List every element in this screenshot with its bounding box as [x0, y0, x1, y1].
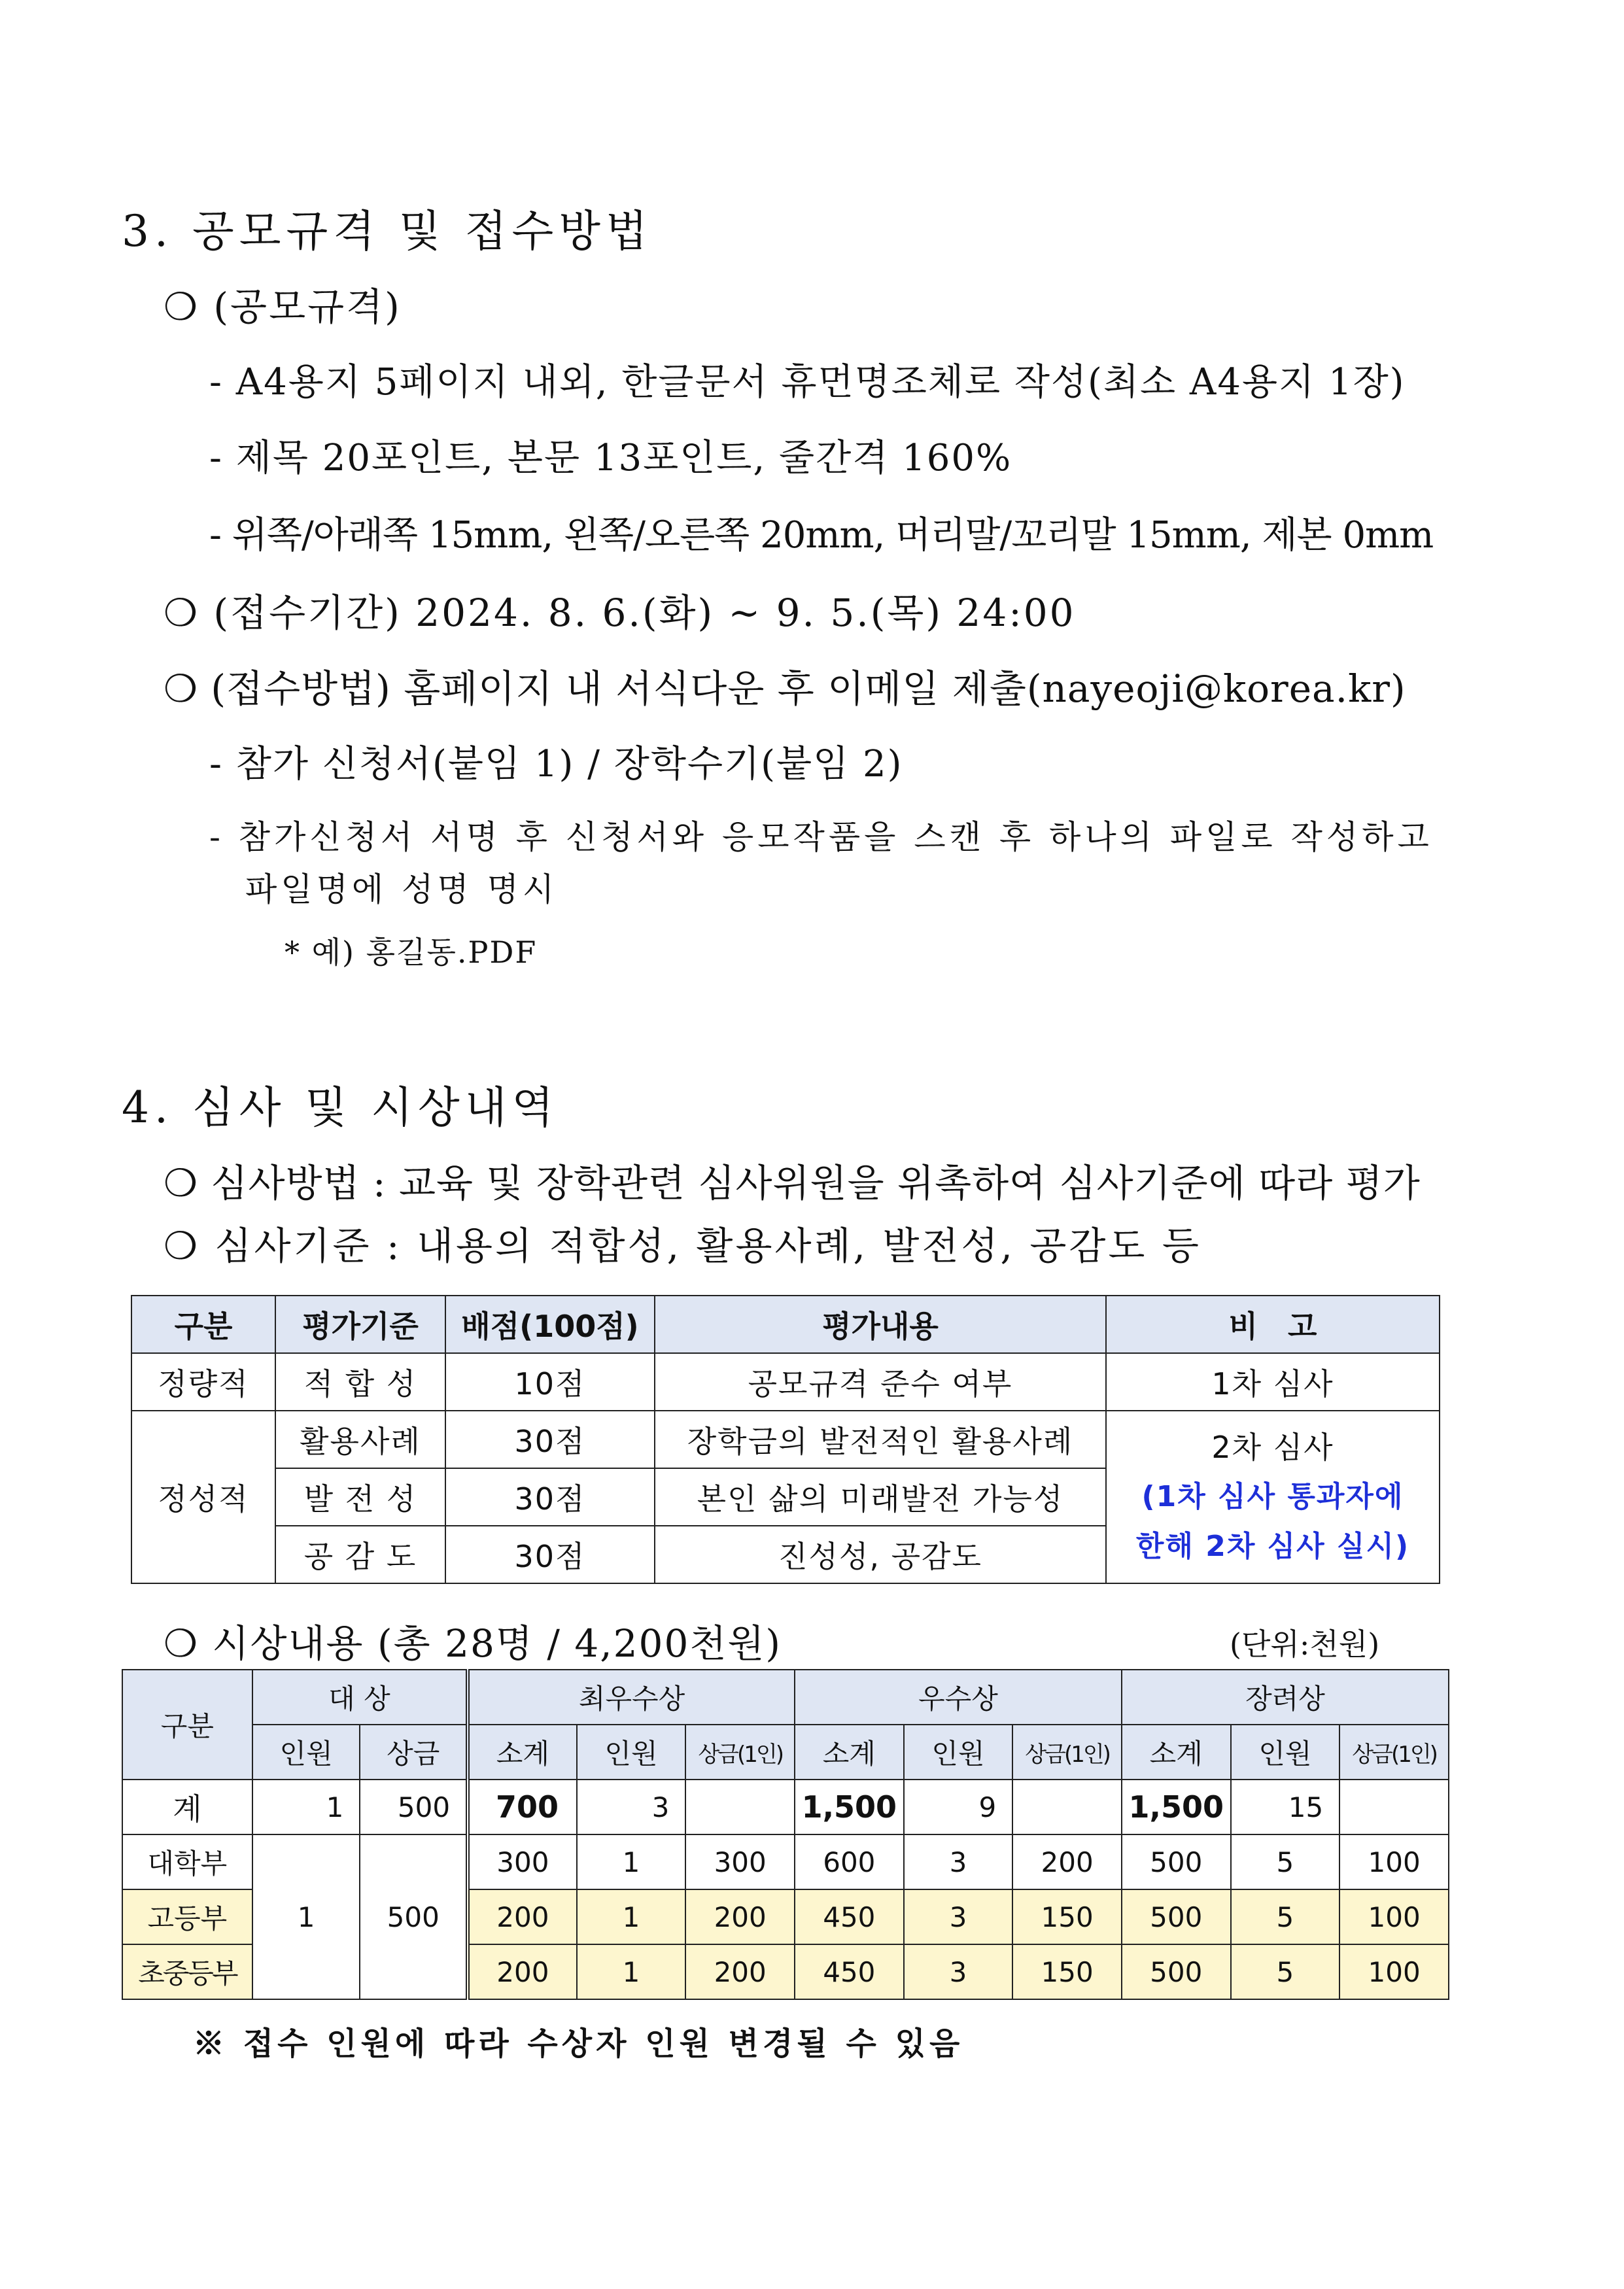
score-cell: 10점 [445, 1353, 655, 1411]
criterion-cell: 적 합 성 [275, 1353, 445, 1411]
footnote: ※ 접수 인원에 따라 수상자 인원 변경될 수 있음 [193, 2025, 964, 2062]
cell: 1 [577, 1944, 686, 1999]
header-cell: 장려상 [1122, 1670, 1449, 1725]
header-cell: 소계 [795, 1725, 904, 1780]
cell: 300 [468, 1834, 577, 1889]
cell: 1,500 [1122, 1780, 1231, 1834]
review-method: ❍ 심사방법 : 교육 및 장학관련 심사위원을 위촉하여 심사기준에 따라 평가 [164, 1161, 1421, 1205]
header-cell: 상금(1인) [1339, 1725, 1449, 1780]
header-cell: 소계 [1122, 1725, 1231, 1780]
review-criteria: ❍ 심사기준 : 내용의 적합성, 활용사례, 발전성, 공감도 등 [164, 1224, 1201, 1268]
cell: 200 [685, 1944, 795, 1999]
criterion-cell: 활용사례 [275, 1411, 445, 1468]
cell [1339, 1780, 1449, 1834]
section-3-title: 3. 공모규격 및 접수방법 [122, 206, 653, 256]
header-cell: 상금 [360, 1725, 468, 1780]
cell: 700 [468, 1780, 577, 1834]
example-note: * 예) 홍길동.PDF [285, 935, 538, 970]
cell: 100 [1339, 1889, 1449, 1944]
header-cell: 평가내용 [655, 1296, 1106, 1353]
cell: 100 [1339, 1834, 1449, 1889]
content-cell: 진성성, 공감도 [655, 1526, 1106, 1583]
cell: 200 [468, 1944, 577, 1999]
row-label: 대학부 [122, 1834, 252, 1889]
cell: 200 [468, 1889, 577, 1944]
cell: 150 [1012, 1944, 1122, 1999]
prize-table [122, 1669, 1449, 2000]
cell: 15 [1231, 1780, 1340, 1834]
cell: 9 [904, 1780, 1013, 1834]
header-cell: 구분 [122, 1670, 252, 1780]
note-cell: 1차 심사 [1106, 1353, 1440, 1411]
note-blue-text: (1차 심사 통과자에 [1141, 1480, 1404, 1513]
header-cell: 인원 [252, 1725, 360, 1780]
cell [685, 1780, 795, 1834]
cell: 500 [1122, 1834, 1231, 1889]
header-cell: 대 상 [252, 1670, 468, 1725]
cell: 1 [252, 1780, 360, 1834]
row-label: 초중등부 [122, 1944, 252, 1999]
table-row [122, 1834, 1449, 1889]
spec-item: - 제목 20포인트, 본문 13포인트, 줄간격 160% [209, 437, 1012, 479]
header-cell: 인원 [904, 1725, 1013, 1780]
header-cell: 인원 [577, 1725, 686, 1780]
cell: 5 [1231, 1889, 1340, 1944]
spec-bullet: ❍ (공모규격) [164, 284, 402, 329]
criterion-cell: 발 전 성 [275, 1468, 445, 1526]
cell: 450 [795, 1889, 904, 1944]
table-row [131, 1353, 1440, 1411]
cell: 1 [252, 1834, 360, 1999]
note-text: 2차 심사 [1211, 1430, 1334, 1465]
cell: 500 [360, 1780, 468, 1834]
score-cell: 30점 [445, 1526, 655, 1583]
cell: 100 [1339, 1944, 1449, 1999]
cell: 1 [577, 1834, 686, 1889]
cell: 5 [1231, 1944, 1340, 1999]
cell: 500 [360, 1834, 468, 1999]
method-item: - 참가신청서 서명 후 신청서와 응모작품을 스캔 후 하나의 파일로 작성하고 [209, 818, 1433, 856]
section-4-title: 4. 심사 및 시상내역 [122, 1082, 559, 1133]
score-cell: 30점 [445, 1411, 655, 1468]
score-cell: 30점 [445, 1468, 655, 1526]
header-cell: 상금(1인) [1012, 1725, 1122, 1780]
header-cell: 평가기준 [275, 1296, 445, 1353]
cell: 450 [795, 1944, 904, 1999]
cell: 300 [685, 1834, 795, 1889]
table-header-row [122, 1670, 1449, 1725]
cell: 150 [1012, 1889, 1122, 1944]
cell: 3 [904, 1944, 1013, 1999]
note-cell [1106, 1411, 1440, 1583]
criterion-cell: 공 감 도 [275, 1526, 445, 1583]
cell: 500 [1122, 1944, 1231, 1999]
note-blue-text: 한해 2차 심사 실시) [1135, 1530, 1410, 1563]
header-cell: 최우수상 [468, 1670, 795, 1725]
table-row [131, 1411, 1440, 1468]
content-cell: 공모규격 준수 여부 [655, 1353, 1106, 1411]
cell: 5 [1231, 1834, 1340, 1889]
header-cell: 구분 [131, 1296, 275, 1353]
cell: 600 [795, 1834, 904, 1889]
cell: 500 [1122, 1889, 1231, 1944]
spec-item: - 위쪽/아래쪽 15mm, 왼쪽/오른쪽 20mm, 머리말/꼬리말 15mm, 제본 0mm [209, 514, 1434, 557]
cell: 3 [904, 1889, 1013, 1944]
cell: 3 [904, 1834, 1013, 1889]
prize-title: ❍ 시상내용 (총 28명 / 4,200천원) [164, 1621, 782, 1666]
total-row [122, 1780, 1449, 1834]
cell: 1 [577, 1889, 686, 1944]
cell: 1,500 [795, 1780, 904, 1834]
method-bullet: ❍ (접수방법) 홈페이지 내 서식다운 후 이메일 제출(nayeoji@korea.kr) [164, 666, 1406, 711]
cell: 200 [1012, 1834, 1122, 1889]
row-label: 계 [122, 1780, 252, 1834]
table-header-row [131, 1296, 1440, 1353]
method-item: - 참가 신청서(붙임 1) / 장학수기(붙임 2) [209, 743, 903, 785]
header-cell: 비 고 [1106, 1296, 1440, 1353]
row-label: 고등부 [122, 1889, 252, 1944]
header-cell: 소계 [468, 1725, 577, 1780]
category-cell: 정성적 [131, 1411, 275, 1583]
content-cell: 본인 삶의 미래발전 가능성 [655, 1468, 1106, 1526]
category-cell: 정량적 [131, 1353, 275, 1411]
cell [1012, 1780, 1122, 1834]
table-header-row [122, 1725, 1449, 1780]
cell: 3 [577, 1780, 686, 1834]
spec-item: - A4용지 5페이지 내외, 한글문서 휴먼명조체로 작성(최소 A4용지 1장) [209, 361, 1406, 404]
header-cell: 배점(100점) [445, 1296, 655, 1353]
header-cell: 인원 [1231, 1725, 1340, 1780]
evaluation-table [131, 1295, 1440, 1584]
period-bullet: ❍ (접수기간) 2024. 8. 6.(화) ~ 9. 5.(목) 24:00 [164, 591, 1076, 635]
unit-label: (단위:천원) [1230, 1626, 1380, 1662]
header-cell: 상금(1인) [685, 1725, 795, 1780]
cell: 200 [685, 1889, 795, 1944]
method-item-cont: 파일명에 성명 명시 [245, 870, 559, 908]
header-cell: 우수상 [795, 1670, 1122, 1725]
content-cell: 장학금의 발전적인 활용사례 [655, 1411, 1106, 1468]
